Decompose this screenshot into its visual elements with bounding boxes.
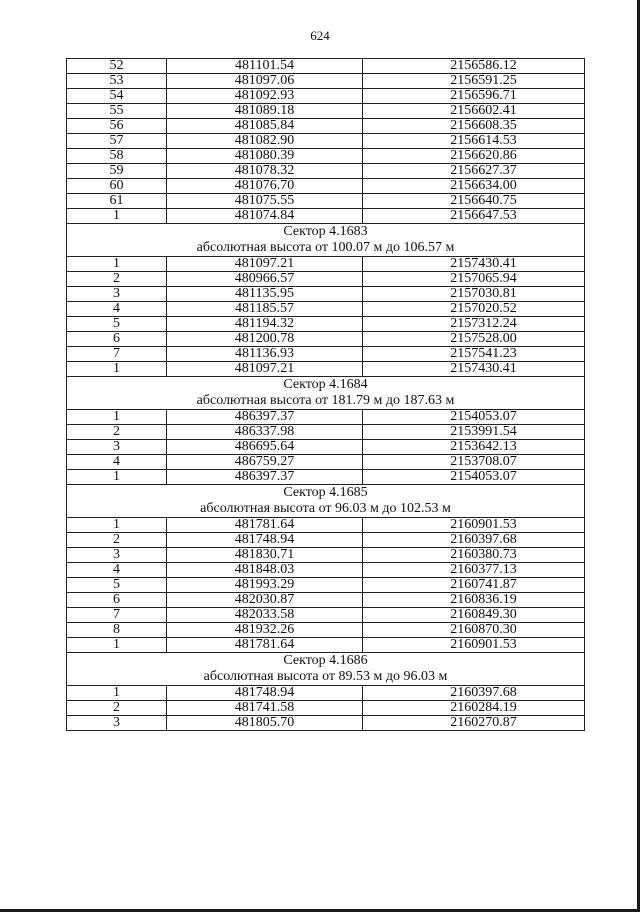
point-number-cell: 2 bbox=[67, 425, 167, 440]
x-coordinate-cell: 481194.32 bbox=[167, 317, 363, 332]
x-coordinate-cell: 481082.90 bbox=[167, 134, 363, 149]
y-coordinate-cell: 2160380.73 bbox=[363, 548, 585, 563]
point-number-cell: 1 bbox=[67, 470, 167, 485]
x-coordinate-cell: 481076.70 bbox=[167, 179, 363, 194]
table-row bbox=[67, 164, 585, 179]
y-coordinate-cell: 2153708.07 bbox=[363, 455, 585, 470]
table-row bbox=[67, 194, 585, 209]
sector-title-row bbox=[67, 224, 585, 241]
table-row bbox=[67, 686, 585, 701]
y-coordinate-cell: 2156627.37 bbox=[363, 164, 585, 179]
point-number-cell: 4 bbox=[67, 455, 167, 470]
point-number-cell: 6 bbox=[67, 593, 167, 608]
y-coordinate-cell: 2160836.19 bbox=[363, 593, 585, 608]
table-row bbox=[67, 440, 585, 455]
point-number-cell: 53 bbox=[67, 74, 167, 89]
y-coordinate-cell: 2156634.00 bbox=[363, 179, 585, 194]
sector-title: Сектор 4.1685 bbox=[67, 485, 585, 502]
x-coordinate-cell: 481185.57 bbox=[167, 302, 363, 317]
table-row bbox=[67, 623, 585, 638]
sector-title-row bbox=[67, 653, 585, 670]
y-coordinate-cell: 2160741.87 bbox=[363, 578, 585, 593]
y-coordinate-cell: 2156602.41 bbox=[363, 104, 585, 119]
x-coordinate-cell: 481805.70 bbox=[167, 716, 363, 731]
y-coordinate-cell: 2156591.25 bbox=[363, 74, 585, 89]
sector-elevation: абсолютная высота от 181.79 м до 187.63 м bbox=[67, 393, 585, 410]
point-number-cell: 7 bbox=[67, 608, 167, 623]
point-number-cell: 1 bbox=[67, 362, 167, 377]
table-row bbox=[67, 578, 585, 593]
table-row bbox=[67, 563, 585, 578]
sector-elevation: абсолютная высота от 96.03 м до 102.53 м bbox=[67, 501, 585, 518]
x-coordinate-cell: 481781.64 bbox=[167, 518, 363, 533]
point-number-cell: 5 bbox=[67, 578, 167, 593]
sector-title: Сектор 4.1684 bbox=[67, 377, 585, 394]
x-coordinate-cell: 481848.03 bbox=[167, 563, 363, 578]
y-coordinate-cell: 2154053.07 bbox=[363, 470, 585, 485]
table-row bbox=[67, 134, 585, 149]
table-row bbox=[67, 608, 585, 623]
y-coordinate-cell: 2153991.54 bbox=[363, 425, 585, 440]
table-row bbox=[67, 470, 585, 485]
x-coordinate-cell: 482030.87 bbox=[167, 593, 363, 608]
table-row bbox=[67, 332, 585, 347]
point-number-cell: 56 bbox=[67, 119, 167, 134]
y-coordinate-cell: 2160870.30 bbox=[363, 623, 585, 638]
y-coordinate-cell: 2156614.53 bbox=[363, 134, 585, 149]
sector-elevation-row bbox=[67, 393, 585, 410]
x-coordinate-cell: 481074.84 bbox=[167, 209, 363, 224]
point-number-cell: 4 bbox=[67, 302, 167, 317]
point-number-cell: 1 bbox=[67, 518, 167, 533]
x-coordinate-cell: 481101.54 bbox=[167, 59, 363, 74]
x-coordinate-cell: 481748.94 bbox=[167, 533, 363, 548]
y-coordinate-cell: 2160270.87 bbox=[363, 716, 585, 731]
table-row bbox=[67, 104, 585, 119]
table-row bbox=[67, 548, 585, 563]
table-row bbox=[67, 455, 585, 470]
point-number-cell: 1 bbox=[67, 410, 167, 425]
y-coordinate-cell: 2157312.24 bbox=[363, 317, 585, 332]
point-number-cell: 57 bbox=[67, 134, 167, 149]
point-number-cell: 2 bbox=[67, 701, 167, 716]
table-row bbox=[67, 119, 585, 134]
table-row bbox=[67, 302, 585, 317]
y-coordinate-cell: 2157030.81 bbox=[363, 287, 585, 302]
y-coordinate-cell: 2156640.75 bbox=[363, 194, 585, 209]
page-number: 624 bbox=[310, 28, 330, 43]
x-coordinate-cell: 486397.37 bbox=[167, 470, 363, 485]
x-coordinate-cell: 481075.55 bbox=[167, 194, 363, 209]
table-row bbox=[67, 89, 585, 104]
table-row bbox=[67, 287, 585, 302]
x-coordinate-cell: 481078.32 bbox=[167, 164, 363, 179]
sector-elevation-row bbox=[67, 669, 585, 686]
table-row bbox=[67, 638, 585, 653]
y-coordinate-cell: 2157541.23 bbox=[363, 347, 585, 362]
x-coordinate-cell: 482033.58 bbox=[167, 608, 363, 623]
coordinates-table-body bbox=[67, 59, 585, 731]
table-row bbox=[67, 518, 585, 533]
x-coordinate-cell: 481830.71 bbox=[167, 548, 363, 563]
sector-elevation: абсолютная высота от 100.07 м до 106.57 м bbox=[67, 240, 585, 257]
x-coordinate-cell: 481932.26 bbox=[167, 623, 363, 638]
table-row bbox=[67, 347, 585, 362]
y-coordinate-cell: 2156596.71 bbox=[363, 89, 585, 104]
table-row bbox=[67, 425, 585, 440]
y-coordinate-cell: 2157065.94 bbox=[363, 272, 585, 287]
point-number-cell: 1 bbox=[67, 638, 167, 653]
x-coordinate-cell: 486397.37 bbox=[167, 410, 363, 425]
y-coordinate-cell: 2157020.52 bbox=[363, 302, 585, 317]
x-coordinate-cell: 481993.29 bbox=[167, 578, 363, 593]
sector-elevation: абсолютная высота от 89.53 м до 96.03 м bbox=[67, 669, 585, 686]
point-number-cell: 2 bbox=[67, 533, 167, 548]
point-number-cell: 59 bbox=[67, 164, 167, 179]
table-row bbox=[67, 593, 585, 608]
x-coordinate-cell: 481085.84 bbox=[167, 119, 363, 134]
y-coordinate-cell: 2156647.53 bbox=[363, 209, 585, 224]
y-coordinate-cell: 2157430.41 bbox=[363, 362, 585, 377]
y-coordinate-cell: 2160284.19 bbox=[363, 701, 585, 716]
table-row bbox=[67, 362, 585, 377]
table-row bbox=[67, 317, 585, 332]
point-number-cell: 4 bbox=[67, 563, 167, 578]
table-row bbox=[67, 209, 585, 224]
x-coordinate-cell: 481097.06 bbox=[167, 74, 363, 89]
sector-title: Сектор 4.1683 bbox=[67, 224, 585, 241]
y-coordinate-cell: 2160849.30 bbox=[363, 608, 585, 623]
x-coordinate-cell: 481200.78 bbox=[167, 332, 363, 347]
x-coordinate-cell: 486695.64 bbox=[167, 440, 363, 455]
y-coordinate-cell: 2157430.41 bbox=[363, 257, 585, 272]
x-coordinate-cell: 481135.95 bbox=[167, 287, 363, 302]
point-number-cell: 3 bbox=[67, 287, 167, 302]
point-number-cell: 8 bbox=[67, 623, 167, 638]
sector-title-row bbox=[67, 485, 585, 502]
x-coordinate-cell: 481136.93 bbox=[167, 347, 363, 362]
table-row bbox=[67, 257, 585, 272]
y-coordinate-cell: 2160901.53 bbox=[363, 638, 585, 653]
point-number-cell: 7 bbox=[67, 347, 167, 362]
coordinates-table bbox=[66, 58, 585, 731]
point-number-cell: 54 bbox=[67, 89, 167, 104]
y-coordinate-cell: 2160901.53 bbox=[363, 518, 585, 533]
sector-title: Сектор 4.1686 bbox=[67, 653, 585, 670]
point-number-cell: 52 bbox=[67, 59, 167, 74]
x-coordinate-cell: 481097.21 bbox=[167, 362, 363, 377]
table-row bbox=[67, 716, 585, 731]
y-coordinate-cell: 2157528.00 bbox=[363, 332, 585, 347]
point-number-cell: 2 bbox=[67, 272, 167, 287]
point-number-cell: 1 bbox=[67, 686, 167, 701]
sector-title-row bbox=[67, 377, 585, 394]
y-coordinate-cell: 2160377.13 bbox=[363, 563, 585, 578]
sector-elevation-row bbox=[67, 501, 585, 518]
point-number-cell: 3 bbox=[67, 548, 167, 563]
point-number-cell: 6 bbox=[67, 332, 167, 347]
table-row bbox=[67, 149, 585, 164]
table-row bbox=[67, 272, 585, 287]
x-coordinate-cell: 481097.21 bbox=[167, 257, 363, 272]
point-number-cell: 1 bbox=[67, 209, 167, 224]
table-row bbox=[67, 410, 585, 425]
y-coordinate-cell: 2154053.07 bbox=[363, 410, 585, 425]
point-number-cell: 58 bbox=[67, 149, 167, 164]
table-row bbox=[67, 179, 585, 194]
point-number-cell: 1 bbox=[67, 257, 167, 272]
x-coordinate-cell: 481741.58 bbox=[167, 701, 363, 716]
x-coordinate-cell: 486337.98 bbox=[167, 425, 363, 440]
point-number-cell: 55 bbox=[67, 104, 167, 119]
y-coordinate-cell: 2160397.68 bbox=[363, 686, 585, 701]
y-coordinate-cell: 2156620.86 bbox=[363, 149, 585, 164]
point-number-cell: 61 bbox=[67, 194, 167, 209]
point-number-cell: 3 bbox=[67, 716, 167, 731]
y-coordinate-cell: 2160397.68 bbox=[363, 533, 585, 548]
x-coordinate-cell: 481781.64 bbox=[167, 638, 363, 653]
table-row bbox=[67, 533, 585, 548]
sector-elevation-row bbox=[67, 240, 585, 257]
x-coordinate-cell: 481748.94 bbox=[167, 686, 363, 701]
point-number-cell: 5 bbox=[67, 317, 167, 332]
x-coordinate-cell: 480966.57 bbox=[167, 272, 363, 287]
y-coordinate-cell: 2153642.13 bbox=[363, 440, 585, 455]
table-row bbox=[67, 59, 585, 74]
table-row bbox=[67, 74, 585, 89]
point-number-cell: 3 bbox=[67, 440, 167, 455]
x-coordinate-cell: 481080.39 bbox=[167, 149, 363, 164]
x-coordinate-cell: 481089.18 bbox=[167, 104, 363, 119]
y-coordinate-cell: 2156608.35 bbox=[363, 119, 585, 134]
point-number-cell: 60 bbox=[67, 179, 167, 194]
x-coordinate-cell: 486759.27 bbox=[167, 455, 363, 470]
y-coordinate-cell: 2156586.12 bbox=[363, 59, 585, 74]
x-coordinate-cell: 481092.93 bbox=[167, 89, 363, 104]
table-row bbox=[67, 701, 585, 716]
